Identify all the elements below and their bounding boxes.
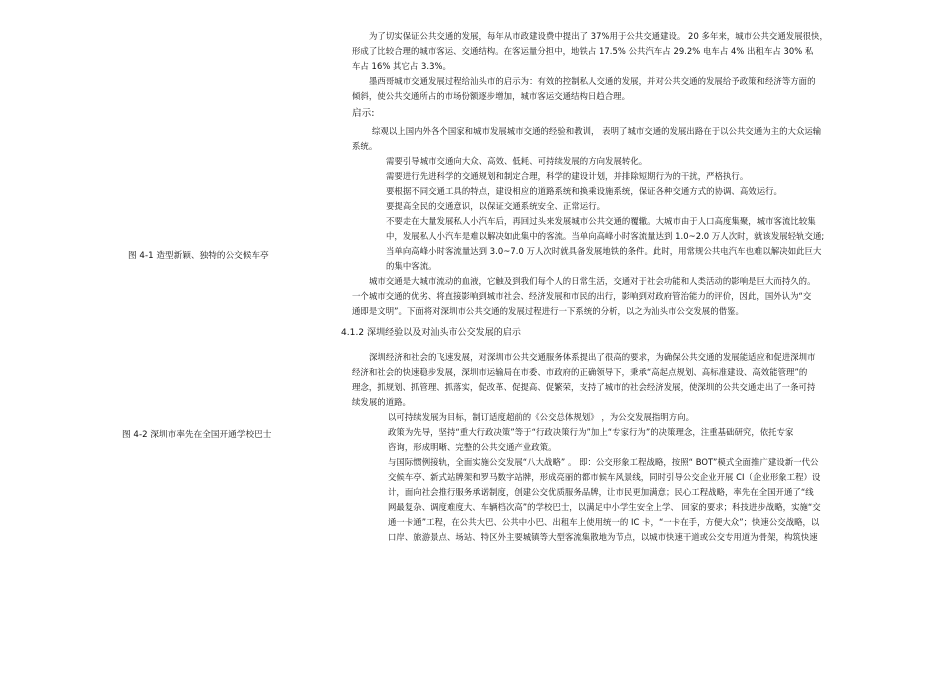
list-item: 要根据不同交通工具的特点，建设相应的道路系统和换乘设施系统，保证各种交通方式的协调、高效运行。 — [386, 186, 782, 196]
paragraph-line: 城市交通是大城市流动的血液，它触及到我们每个人的日常生活，交通对于社会功能和人类活动的影响是巨大而持久的。 — [369, 276, 816, 286]
paragraph-line: 车占 16% 其它占 3.3%。 — [352, 61, 451, 71]
list-item: 计，面向社会推行服务承诺制度，创建公交优质服务品牌，让市民更加满意；民心工程战略，率先在全国开通了“线 — [388, 487, 814, 497]
paragraph-line: 为了切实保证公共交通的发展，每年从市政建设费中提出了 37%用于公共交通建设。 20 多年来，城市公共交通发展很快， — [369, 31, 828, 41]
section-title: 4.1.2 深圳经验以及对汕头市公交发展的启示 — [341, 328, 521, 338]
list-item: 交候车亭、新式站牌架和罗马数字站牌，形成亮丽的都市候车风景线，同时引导公交企业开展 CI（企业形象工程）设 — [388, 472, 821, 482]
heading-qishi: 启示: — [352, 108, 375, 119]
list-item: 与国际惯例接轨，全面实施公交发展“八大战略” 。 即：公交形象工程战略，按照“ BOT”模式全面推广建设新一代公 — [388, 457, 819, 467]
list-item: 不要走在大量发展私人小汽车后，再回过头来发展城市公共交通的覆辙。大城市由于人口高度集聚，城市客流比较集 — [386, 216, 816, 226]
paragraph-line: 系统。 — [352, 141, 378, 151]
figure-caption-4-2: 图 4-2 深圳市率先在全国开通学校巴士 — [122, 430, 272, 440]
paragraph-line: 综观以上国内外各个国家和城市发展城市交通的经验和教训， 表明了城市交通的发展出路在于以公共交通为主的大众运输 — [372, 126, 822, 136]
list-item: 通一卡通”工程，在公共大巴、公共中小巴、出租车上使用统一的 IC 卡，“一卡在手，方便大众”；快速公交战略，以 — [388, 517, 820, 527]
paragraph-line: 倾斜，使公共交通所占的市场份额逐步增加，城市客运交通结构日趋合理。 — [352, 91, 631, 101]
list-item: 要提高全民的交通意识，以保证交通系统安全、正常运行。 — [386, 201, 606, 211]
list-item: 口岸、旅游景点、场站、特区外主要城镇等大型客流集散地为节点，以城市快速干道或公交专用道为骨架，构筑快速 — [388, 532, 818, 542]
paragraph-line: 墨西哥城市交通发展过程给汕头市的启示为：有效的控制私人交通的发展，并对公共交通的发展给予政策和经济等方面的 — [369, 76, 816, 86]
paragraph-line: 理念，抓规划、抓管理、抓落实，促改革、促提高、促繁荣，支持了城市的社会经济发展，使深圳的公共交通走出了一条可持 — [352, 382, 816, 392]
paragraph-line: 一个城市交通的优劣、将直接影响到城市社会、经济发展和市民的出行，影响到对政府管治能力的评价，因此，国外认为“交 — [352, 291, 812, 301]
list-item: 以可持续发展为目标，制订适度超前的《公交总体规划》 ，为公交发展指明方向。 — [388, 412, 695, 422]
list-item: 咨询，形成明晰、完整的公共交通产业政策。 — [388, 442, 557, 452]
paragraph-line: 深圳经济和社会的飞速发展，对深圳市公共交通服务体系提出了很高的要求，为确保公共交通的发展能适应和促进深圳市 — [369, 352, 816, 362]
list-item: 需要进行先进科学的交通规划和制定合理，科学的建设计划，并排除短期行为的干扰，严格执行。 — [386, 171, 749, 181]
list-item: 网最复杂、调度难度大、车辆档次高”的学校巴士，以满足中小学生安全上学、 回家的要求；科技进步战略，实施“交 — [388, 502, 821, 512]
list-item: 需要引导城市交通向大众、高效、低耗、可持续发展的方向发展转化。 — [386, 156, 648, 166]
list-item: 政策为先导，坚持“重大行政决策”等于“行政决策行为”加上“专家行为”的决策理念，注重基础研究，依托专家 — [388, 427, 794, 437]
paragraph-line: 经济和社会的快速稳步发展，深圳市运输局在市委、市政府的正确领导下，秉承“高起点规划、高标准建设、高效能管理”的 — [352, 367, 808, 377]
figure-caption-4-1: 图 4-1 造型新颖、独特的公交候车亭 — [128, 251, 269, 261]
paragraph-line: 形成了比较合理的城市客运、交通结构。在客运量分担中，地铁占 17.5% 公共汽车占 29.2% 电车占 4% 出租车占 30% 私 — [352, 46, 814, 56]
list-item: 中，发展私人小汽车是难以解决如此集中的客流。当单向高峰小时客流量达到 1.0~2.0 万人次时，就该发展轻轨交通; — [386, 231, 825, 241]
list-item: 当单向高峰小时客流量达到 3.0~7.0 万人次时就具备发展地铁的条件。此时，用常规公共电汽车也难以解决如此巨大 — [386, 246, 822, 256]
paragraph-line: 通即是文明”。下面将对深圳市公共交通的发展过程进行一下系统的分析，以之为汕头市公交发展的借鉴。 — [352, 306, 744, 316]
paragraph-line: 续发展的道路。 — [352, 397, 411, 407]
list-item: 的集中客流。 — [386, 261, 437, 271]
